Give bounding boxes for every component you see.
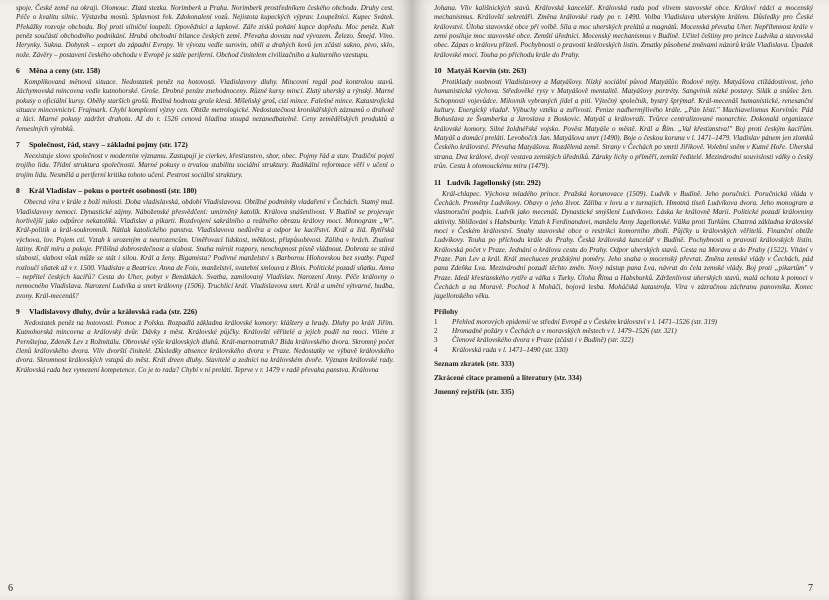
section-heading [16, 186, 394, 195]
list-item [434, 336, 813, 345]
right-intro-paragraph: Johana. Vliv kališnických stavů. Královská kancelář. Královská rada pod vlivem stavovské obce. Královí rádci a mocenský mechanismus. Královští sekretáři. Změna královské rady po r. 1490. Volba Vladislava uherským králem. Důsledky pro České království. Úloha stavovské obce při volbě. Síla a moc uherských prelátů a magnátů. Mocenská převaha Uher. Nepříhmnost krále v zemi posiluje moc stavovské obce. Zemští úředníci. Mocenský mechanismus v Budíně. Učitel češtiny pro prince Ludvíka a stavovská obec. Zápas o královu přízeň. Pochybnosti o pravosti královských listin. Zmatky působené změnami názorů krále Vladislava. Úpadek královské moci. Touha po příchodu krále do Prahy. [434, 4, 813, 59]
item-text: Členové královského dvora v Praze (zčásti i v Budíně) (str. 322) [452, 336, 634, 345]
section-heading [434, 178, 813, 187]
appendices-heading: Přílohy [434, 306, 459, 316]
section-7 [16, 140, 394, 180]
appendices-list [434, 318, 813, 356]
right-page [412, 0, 829, 600]
section-number: 10 [434, 66, 442, 76]
section-number: 7 [16, 140, 20, 150]
item-number: 3 [434, 336, 438, 345]
item-text: Přehled morových epidemií ve střední Evropě a v Českém království v l. 1471–1526 (str. 319) [452, 317, 718, 326]
sources-entry: Zkrácené citace pramenů a literatury (str. 334) [434, 373, 582, 383]
section-text: Obecná víra v krále z boží milosti. Doba vladislavská, období Vladislavova. Obtížné podmínky vladaření v Čechách. Statný muž. Vladislavovy nemoci. Dynastické zájmy. Náboženské přesvědčení: umírněný katolík. Králova snášenlivost. V Budíně se projevuje horlivější jako odpůrce nekatolíků. Vladislav a pikarti. Rozdvojení sakrálního a reálného obrazu královy moci. Monogram „W". Král-politik a král-soukromník. Nátlak katolického panstva. Vladislavova nedůvěra a odpor ke kacířství. Král a žid. Rytířská výchova, lov. Pojem ctí. Vztah k urozeným a neurozencům. Uměřovací lidskost, měkkost, přizpůsobivost. Záliba v hrách. Znalost latiny. Král míru a pokoje. Přílišná dobrosrdečnost a slabost. Snaha mírnit rozpory, nenchopnost písně vládnout. Dobrota se stává slabostí, slabost však může se stát i silou. Král a ženy. Bigamista? Podivné manželství s Barborou Hlohovskou bez svatby. Papež rozloučí sňatek až v r. 1500. Vladislav a Beatrice. Anna de Foix, manželství, svatební smlouva z Blois. Politické pozadí sňatku. Anna – nepřítel českých kacířů? Cesta do Uher, pobyt v Benátkách. Svatba, zamilovaný Vladislav. Narození Anny. Péče královny o nemocného Vladislava. Narození Ludvíka a smrt královny (1506). Truchlící král. Vladislavova smrt. Král a umění výtvarné, hudba, zvony. Král-mecenáš? [16, 198, 394, 300]
item-text: Královská rada v l. 1471–1490 (str. 330) [452, 345, 568, 354]
section-8 [16, 186, 394, 301]
section-heading [16, 307, 394, 316]
page-number: 6 [8, 583, 13, 594]
section-10 [434, 66, 813, 171]
section-text: Nedostatek peněz na hotovosti. Pomoc z Polska. Rozpadlá základna královské komory: kláštery a hrady. Dluhy po králi Jiřím. Kutnohorská mincovna a královský dvůr. Dávky z měst. Královské půjčky. Královští věřitelé a jejich podíl na moci. Vilém z Pernštejna, Zdeněk Lev z Rožmitálu. Obrovské výše královských dluhů. Král-marnotratník? Bída královského dvora. Skromný počet členů královského dvora. Vliv dvorští činitelé. Důsledky absence královského dvora v Praze. Nedostatky ve výbavě královského dvora. Skromnost královských vstupů do měst. Král dreen dluhy. Stavitelé a zedníci na královském dvoře. Význam královské rady. Královská rada bez vymezení kompetence. Co je to rada? Chybí v ní preláti. Teprve v r. 1479 v radě převaha panstva. Královna [16, 318, 394, 374]
section-number: 6 [16, 66, 20, 76]
section-heading [434, 66, 813, 75]
item-number: 2 [434, 327, 438, 336]
section-title: Ludvík Jagellonský (str. 292) [447, 177, 541, 187]
section-number: 8 [16, 186, 20, 196]
list-item [434, 346, 813, 355]
left-page [0, 0, 412, 600]
section-title: Společnost, řád, stavy – základní pojmy (str. 172) [29, 140, 188, 150]
list-item [434, 318, 813, 327]
item-number: 1 [434, 317, 438, 326]
list-item [434, 327, 813, 336]
section-text: Protiklady osobnosti Vladislavovy a Matyášovy. Nízký sociální původ Matyášův. Rodové mýty. Matyášova ctižádostivost, jeho humanistická výchova. Středověké rysy v Matyášově mentalitě. Matyášovy portréty. Sangvinik nízké postavy. Silák a snůšec žen. Schopnosti vojevůdce. Milovník vybraných jídel a pití. Výtečný společník, bystrý šprýmař. Král-mecenáš humanistické, renesanční kultury. Energický vladař. Výbuchy vztéku a zuřivosti. Penize nadhermýlivého krále. „Pán Iéstí." Machiavelismus Korvínův. Pád Bohuslava ze Švamberka a Jaroslava z Boskovic. Matyáš a královraži. Tvůrce centralizované monarchie. Dokonalá organizace královské komory. Silné žoldnéřské vojsko. Pověst Matyáše o městě. Král a Řím. „Val křesťanstva!" Boj proti českým kacířům. Matyáš a domácí preláti. Levobočck Jan. Matyášova smrt (1490). Boje o českou korunu v l. 1471–1479. Vladislav pánem jen zlomků Českého království. Převaha Matyášova. Rozdělená země. Strany v Čechách po smrti Jiříkově. Volební sněm v Kutné Hoře. Uherská strana. Dva králové, dvojí vestava zemských úředníků. Záruky lichy o příměří, zemští ředitelé. Mezinárodní souvislosti války o český trůn. Cesta k olomouckému míru (1479). [434, 78, 813, 171]
section-heading [16, 66, 394, 75]
section-title: Měna a ceny (str. 158) [29, 66, 101, 76]
item-number: 4 [434, 345, 438, 354]
section-11 [434, 178, 813, 302]
section-heading [16, 140, 394, 149]
section-title: Vladislavovy dluhy, dvůr a královská rada (str. 226) [29, 306, 198, 316]
section-number: 9 [16, 306, 20, 316]
section-6 [16, 66, 394, 134]
section-title: Král Vladislav – pokus o portrét osobnosti (str. 180) [29, 186, 197, 196]
name-index-entry: Jmenný rejstřík (str. 335) [434, 387, 515, 397]
section-text: Král-chlapec. Výchova mladého prince. Pražská korunovace (1509). Ludvík v Budíně. Jeho poručníci. Poručnická vláda v Čechách. Proměny Ludvíkovy. Obavy o jeho život. Záliba v lovu a v turnajích. Hmotná tíseň Ludvíkova dvora. Jeho monogram a vlastnoruční podpis. Ludvík jako mecenáš. Dynastické smýšlení Ludvíkovo. Láska ke královně Marii. Politické pozadí královniny aktivity. Sblížování s Habsburky. Vztah k Ferdinandovi, manželu Anny Jagellonské. Válka proti Turkům. Chatrná základna královské moci v Českém království. Snahy stavovské obce o restrikci komorního zboží. Půjčky u královských věřitelů. Finanční obtíže Ludvíkovy. Touha po příchodu krále do Prahy. Česká královská kancelář v Budíně. Pochybnosti o pravosti královských listin. Královská počet v Praze. Jednání o královu cestu do Prahy. Odpor uherských stavů. Cesta na Moravu a do Prahy (1522). Vítání v Praze. Pan Lev a král. Král znechucen pražskými poměry. Jeho snaha o mocenský převrat. Změna zemské vlády v Čechách, pád pana Zdeňka Lva. Mezinárodní pozadí těchto změn. Nový nástup pana Lva, návrat do čela zemské vlády. Boj proti „pikartům" v Praze. Ideál křesťanského rytíře a válka s Turky. Úloha Říma a Habsburků. Zdrženlivost uherských stavů, malá ochota k pomoci v Čechách a na Moravě. Pochod k Moháči, bojová lesba. Moháčská katastrofa. Víra v zázračnou záchranu panovníka. Konec jagellonského věku. [434, 189, 813, 301]
section-9 [16, 307, 394, 375]
section-title: Matyáš Korvín (str. 263) [447, 66, 527, 76]
section-text: Neexistuje slovo společnost v moderním významu. Zastupují je cierkev, křesťanstvo, sbor, obec. Pojmy řád a stav. Tradiční pojetí trojího lidu. Třídní struktura společnosti. Marné pokusy o trvalou stabilitu sociální struktury. Radikální reformace věří v učení o trojím lidu. Nesmělá a periferní kritika tohoto učení. Pestrost sociální struktury. [16, 152, 394, 179]
page-number: 7 [808, 583, 813, 594]
abbreviations-entry: Seznam zkratek (str. 333) [434, 359, 515, 369]
section-number: 11 [434, 177, 442, 187]
left-intro-paragraph: spoje. České země na okraji. Olomouc. Zlatá stezka. Norimberk a Praha. Norimberk prostředníkem českého obchodu. Druhy cest. Péče o kvalitu silnic. Výstavba mostů. Splavnost řek. Zdokonalení vozů. Nejistota kupeckých výprav. Loupežníci. Kupec Svátek. Překážky rozvoje obchodu. Boj proti silniční loupeži. Opovědníci a lapkové. Záře zisků pohání kupce dopředu. Moc peněz. Kult peněz součástí obchodního podnikání. Hrubá obchodní bilance českých zemí. Převaha dovozu nad vývozem. Železo. Šmejd. Víno. Herynky. Sukna. Dobytek – export do západní Evropy. Ve vývozu vedle surovin, obilí a drahých kovů jen zčásti sukno, pivo, sklo, nože. Závěry – postavení českého obchodu v Evropě je stále periferní. Obchod činitelem civilizačního a kulturního vzestupu. [16, 4, 394, 59]
section-text: Komplikovaná měnová situace. Nedostatek peněz na hotovosti. Vladislavovy dluhy. Mincovní regál pod kontrolou stavů. Jáchymovská mincovna vedle kutnohorské. Groše. Drobné peníze znehodnoceny. Různé kursy mincí. Zlatý uherský a rýnský. Marné pokusy o oficiální kursy. Oběhy starších grošů. Reálná hodnota groše klesá. Míšeňský groš, cizí mince. Falešné mince. Katastrofická situace mincovnictví. Frajmark. Chybí komplexní výzvy cen. Obtíže metrologické. Nedostatečnost kronikářských záznamů o drahotě a láci. Marné pokusy zadržet drahotu. Až do r. 1526 cenová hladina stoupá nezanedbatelně. Ceny zemědělských produktů a řemeslných výrobků. [16, 78, 394, 133]
item-text: Hromadné požáry v Čechách a v moravských městech v l. 1479–1526 (str. 321) [452, 327, 677, 336]
